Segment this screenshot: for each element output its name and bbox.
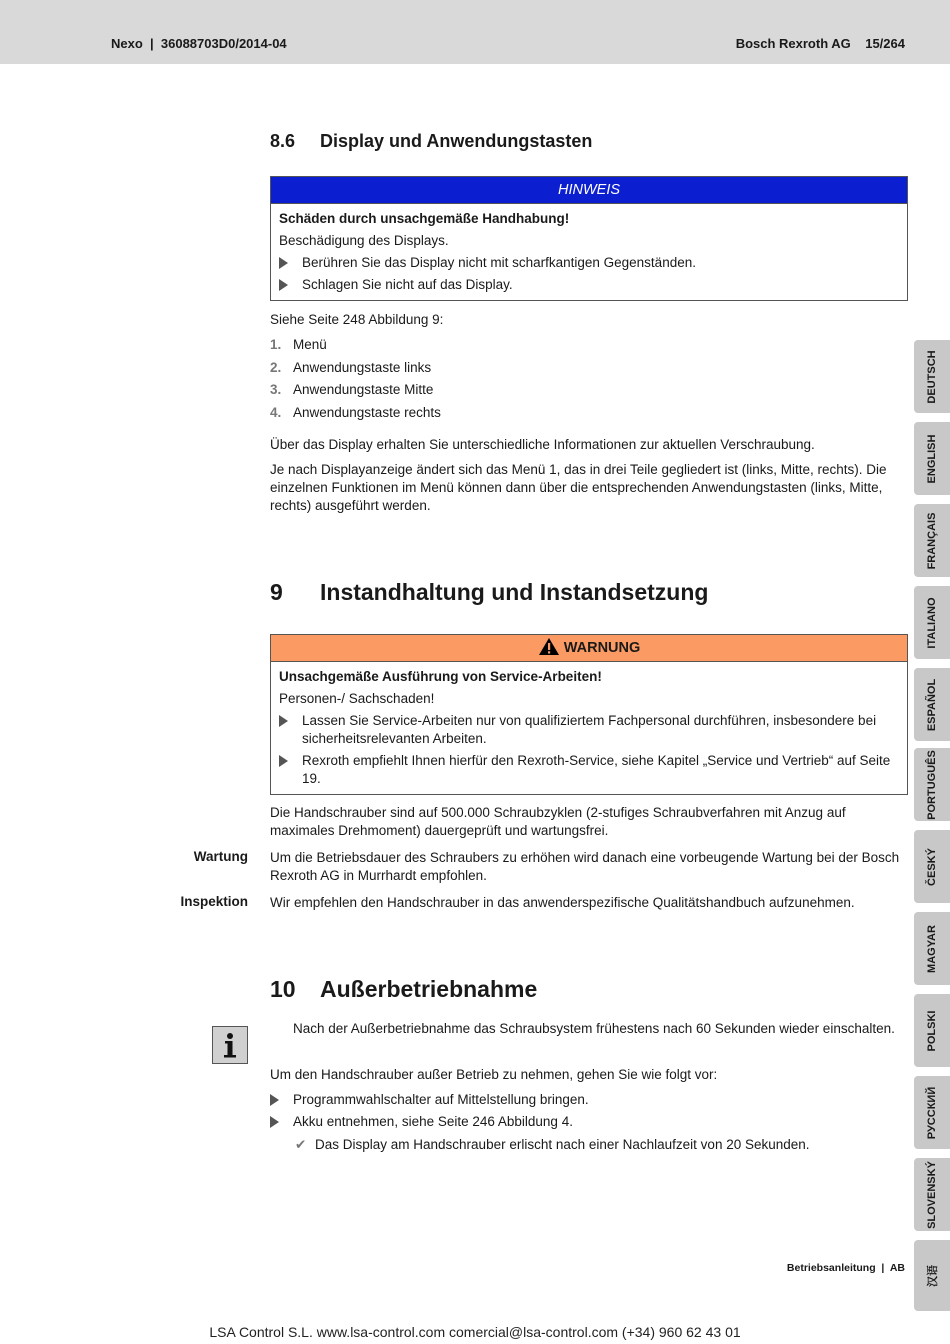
see-reference: Siehe Seite 248 Abbildung 9: [270, 312, 444, 327]
warning-label: WARNUNG [563, 640, 641, 656]
section-number: 8.6 [270, 131, 296, 151]
warning-consequence: Personen-/ Sachschaden! [279, 691, 435, 706]
tab-slovensky[interactable]: SLOVENSKÝ [914, 1158, 950, 1231]
paragraph: Die Handschrauber sind auf 500.000 Schraubzyklen (2-stufiges Schraubverfahren mit Anzug auf maximales Drehmoment) dauergeprüft und wartungsfrei. [270, 805, 846, 838]
tab-hanyu[interactable]: 汉语 [914, 1240, 950, 1311]
notice-item: Berühren Sie das Display nicht mit scharfkantigen Gegenständen. [279, 254, 899, 272]
arrow-bullet-icon [270, 1116, 279, 1128]
notice-item: Schlagen Sie nicht auf das Display. [279, 276, 899, 294]
paragraph: Um den Handschrauber außer Betrieb zu nehmen, gehen Sie wie folgt vor: [270, 1067, 718, 1082]
arrow-bullet-icon [279, 279, 288, 291]
tab-espanol[interactable]: ESPAÑOL [914, 668, 950, 741]
list-item: 1. Menü [270, 337, 327, 352]
paragraph: Über das Display erhalten Sie unterschiedliche Informationen zur aktuellen Verschraubung. [270, 437, 815, 452]
tab-italiano[interactable]: ITALIANO [914, 586, 950, 659]
header-company-page: Bosch Rexroth AG 15/264 [735, 36, 905, 51]
inspektion-text: Wir empfehlen den Handschrauber in das anwenderspezifische Qualitätshandbuch aufzunehmen. [270, 895, 855, 910]
info-icon [212, 1026, 248, 1064]
paragraph: Je nach Displayanzeige ändert sich das Menü 1, das in drei Teile gegliedert ist (links, Mitte, rechts). Die einzelnen Funktionen im Menü können dann über die entsprechenden Anwendungstasten (links, Mitte, rechts) ausgeführt werden. [270, 462, 887, 513]
section-number: 9 [270, 579, 283, 605]
arrow-bullet-icon [279, 755, 288, 767]
tab-magyar[interactable]: MAGYAR [914, 912, 950, 985]
warning-heading: Unsachgemäße Ausführung von Service-Arbeiten! [279, 669, 602, 684]
header-doc-id: Nexo | 36088703D0/2014-04 [111, 36, 287, 51]
hinweis-notice-box [270, 176, 908, 301]
warning-band [271, 635, 907, 662]
checkmark-icon: ✔ [295, 1137, 307, 1152]
arrow-bullet-icon [270, 1094, 279, 1106]
watermark-footer: LSA Control S.L. www.lsa-control.com comercial@lsa-control.com (+34) 960 62 43 01 [209, 1324, 741, 1340]
result-item: ✔ Das Display am Handschrauber erlischt nach einer Nachlaufzeit von 20 Sekunden. [295, 1137, 810, 1152]
section-number: 10 [270, 976, 296, 1002]
tab-russkiy[interactable]: РУССКИЙ [914, 1076, 950, 1149]
step-item: Akku entnehmen, siehe Seite 246 Abbildung 4. [270, 1113, 906, 1131]
notice-heading: Schäden durch unsachgemäße Handhabung! [279, 211, 570, 226]
step-list [270, 1091, 906, 1135]
step-item: Programmwahlschalter auf Mittelstellung bringen. [270, 1091, 906, 1109]
list-item: 4. Anwendungstaste rechts [270, 404, 441, 420]
info-note: Nach der Außerbetriebnahme das Schraubsystem frühestens nach 60 Sekunden wieder einschalten. [293, 1021, 895, 1036]
section-title: Display und Anwendungstasten [320, 131, 593, 151]
tab-deutsch[interactable]: DEUTSCH [914, 340, 950, 413]
warnung-warning-box [270, 634, 908, 795]
tab-polski[interactable]: POLSKI [914, 994, 950, 1067]
section-title: Außerbetriebnahme [320, 976, 538, 1002]
arrow-bullet-icon [279, 715, 288, 727]
numbered-list [270, 336, 906, 426]
tab-portugues[interactable]: PORTUGUÊS [914, 748, 950, 821]
warning-triangle-icon [538, 637, 560, 656]
section-10-heading [270, 976, 537, 1003]
section-title: Instandhaltung und Instandsetzung [320, 579, 709, 605]
list-item: 2. Anwendungstaste links [270, 359, 432, 375]
wartung-text: Um die Betriebsdauer des Schraubers zu erhöhen wird danach eine vorbeugende Wartung bei der Bosch Rexroth AG in Murrhardt empfohlen. [270, 850, 900, 883]
warning-item: Lassen Sie Service-Arbeiten nur von qualifiziertem Fachpersonal durchführen, insbesondere bei sicherheitsrelevanten Arbeiten. [279, 712, 899, 748]
tab-cesky[interactable]: ČESKÝ [914, 830, 950, 903]
page-footer: Betriebsanleitung | AB [786, 1262, 905, 1274]
notice-consequence: Beschädigung des Displays. [279, 233, 449, 248]
arrow-bullet-icon [279, 257, 288, 269]
list-item: 3. Anwendungstaste Mitte [270, 382, 434, 397]
page-header [0, 0, 950, 64]
section-9-heading [270, 579, 708, 606]
notice-label: HINWEIS [271, 177, 907, 204]
section-8-6-heading [270, 131, 592, 152]
warning-item: Rexroth empfiehlt Ihnen hierfür den Rexroth-Service, siehe Kapitel „Service und Vertrieb“ auf Seite 19. [279, 752, 899, 788]
tab-francais[interactable]: FRANÇAIS [914, 504, 950, 577]
wartung-label: Wartung [193, 849, 248, 864]
tab-english[interactable]: ENGLISH [914, 422, 950, 495]
inspektion-label: Inspektion [180, 894, 248, 909]
